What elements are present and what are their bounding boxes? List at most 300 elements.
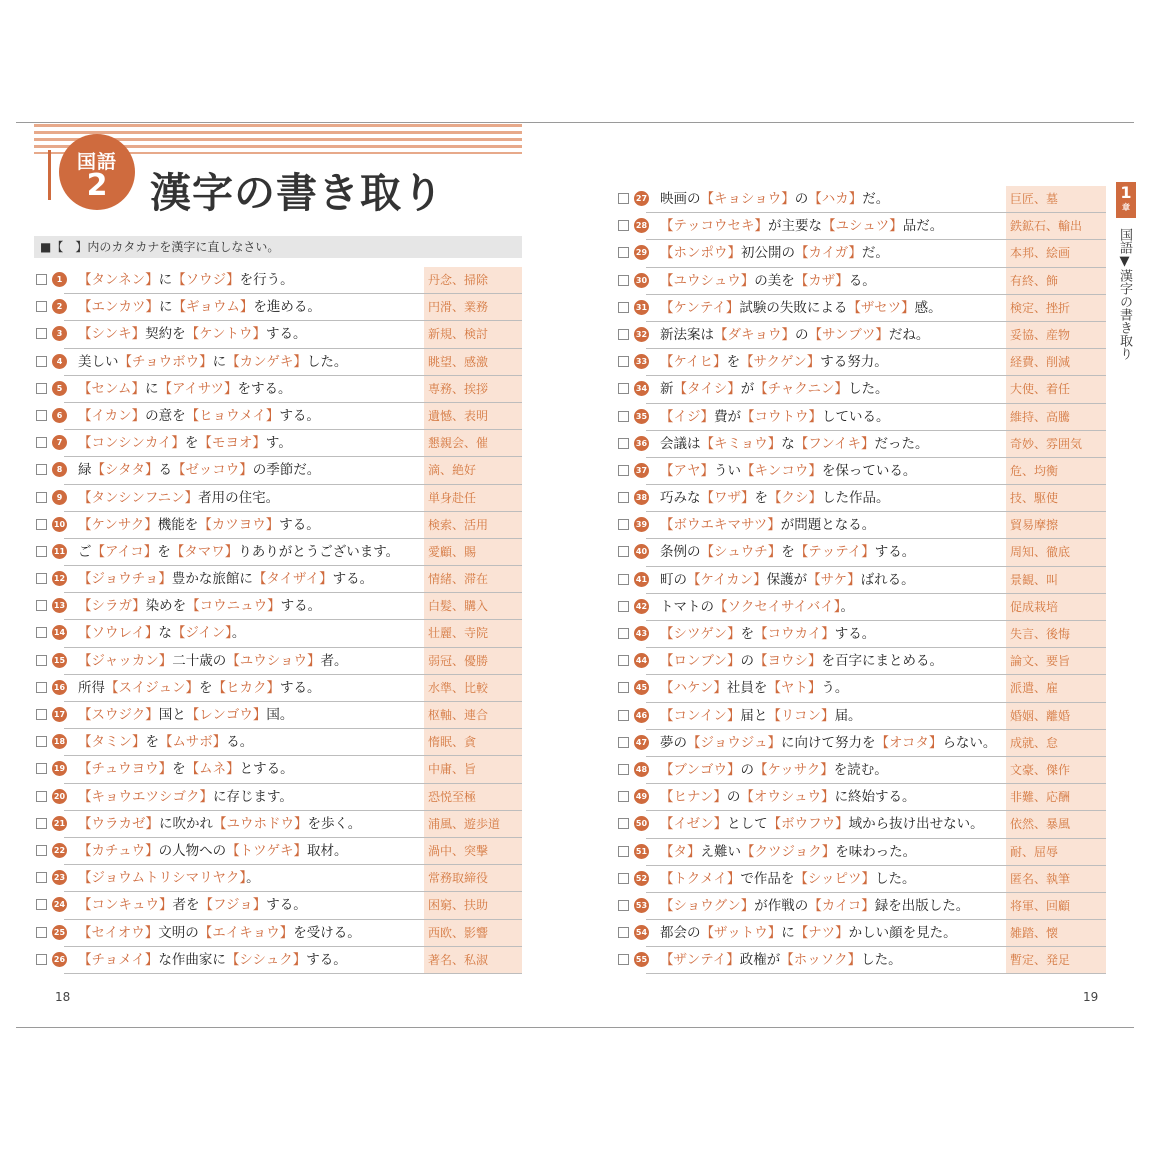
- question-row: [618, 811, 1106, 838]
- question-text: [660, 567, 915, 593]
- answer-text: 周知、徹底: [1006, 539, 1106, 566]
- answer-text: 依然、暴風: [1006, 811, 1106, 838]
- question-text: [660, 458, 916, 484]
- question-text-part: を: [781, 544, 795, 561]
- katakana-term: 【ロンブン】: [660, 653, 741, 670]
- katakana-term: 【イゼン】: [660, 816, 728, 833]
- question-text-part: 政権が: [739, 952, 781, 969]
- question-text-part: らない。: [942, 734, 997, 751]
- question-number: 31: [634, 300, 649, 315]
- question-text-part: として: [727, 816, 768, 833]
- question-row: [36, 947, 522, 974]
- katakana-term: 【キンコウ】: [741, 462, 822, 479]
- question-text-part: に向けて努力を: [780, 734, 876, 751]
- katakana-term: 【コンキュウ】: [78, 897, 173, 914]
- question-text: [660, 376, 889, 402]
- katakana-term: 【ブンゴウ】: [660, 761, 741, 778]
- katakana-term: 【サケ】: [807, 571, 861, 588]
- question-text: [660, 268, 876, 294]
- answer-checkbox[interactable]: [36, 791, 47, 802]
- answer-text: 情緒、滞在: [424, 566, 522, 593]
- question-text-part: の美を: [754, 272, 795, 289]
- answer-text: 検定、挫折: [1006, 295, 1106, 322]
- question-text-part: を: [726, 354, 741, 371]
- question-text: [78, 865, 260, 891]
- question-row: [618, 947, 1106, 974]
- question-row: [618, 866, 1106, 893]
- instruction-bar: ■【 】内のカタカナを漢字に直しなさい。: [34, 236, 522, 258]
- question-text-part: する努力。: [820, 354, 888, 371]
- answer-checkbox[interactable]: [618, 383, 629, 394]
- question-text-part: 会議は: [660, 435, 701, 452]
- answer-checkbox[interactable]: [618, 356, 629, 367]
- question-number: 39: [634, 517, 649, 532]
- answer-text: 渦中、突撃: [424, 838, 522, 865]
- question-row: [618, 567, 1106, 594]
- katakana-term: 【ヒナン】: [660, 789, 727, 806]
- katakana-term: 【チュウヨウ】: [78, 761, 173, 778]
- question-text-part: を進める。: [253, 299, 321, 316]
- katakana-term: 【ケントウ】: [185, 326, 266, 343]
- answer-checkbox[interactable]: [36, 274, 47, 285]
- question-text-part: を: [172, 761, 186, 778]
- question-row: [36, 593, 522, 620]
- answer-checkbox[interactable]: [618, 846, 629, 857]
- question-text-part: す。: [265, 435, 292, 452]
- question-row: [36, 566, 522, 593]
- answer-checkbox[interactable]: [36, 899, 47, 910]
- section-badge: [59, 134, 135, 210]
- answer-checkbox[interactable]: [618, 900, 629, 911]
- katakana-term: 【タンシンフニン】: [78, 489, 199, 506]
- question-number: 21: [52, 816, 67, 831]
- answer-checkbox[interactable]: [36, 600, 47, 611]
- katakana-term: 【サンブツ】: [808, 326, 889, 343]
- question-text-part: に: [781, 925, 795, 942]
- katakana-term: 【ユウホドウ】: [213, 815, 308, 832]
- katakana-term: 【トツゲキ】: [226, 842, 307, 859]
- answer-checkbox[interactable]: [36, 328, 47, 339]
- question-text-part: の: [794, 191, 809, 207]
- katakana-term: 【キミョウ】: [700, 435, 782, 452]
- katakana-term: 【オコタ】: [875, 734, 943, 751]
- katakana-term: 【ホッソク】: [780, 952, 862, 969]
- answer-checkbox[interactable]: [618, 302, 629, 313]
- question-row: [618, 703, 1106, 730]
- answer-checkbox[interactable]: [618, 791, 629, 802]
- answer-checkbox[interactable]: [36, 492, 47, 503]
- katakana-term: 【ヒカク】: [212, 679, 280, 696]
- katakana-term: 【タイザイ】: [252, 571, 333, 588]
- question-text: [78, 648, 347, 674]
- answer-checkbox[interactable]: [618, 220, 629, 231]
- question-text-part: 美しい: [78, 353, 119, 370]
- answer-text: 貿易摩擦: [1006, 512, 1106, 539]
- question-row: [618, 431, 1106, 458]
- katakana-term: 【ケンテイ】: [660, 299, 740, 316]
- question-text: [660, 240, 889, 266]
- question-row: [618, 512, 1106, 539]
- katakana-term: 【アイサツ】: [158, 380, 238, 397]
- question-text-part: だ。: [861, 245, 889, 262]
- katakana-term: 【オウシュウ】: [740, 789, 835, 806]
- answer-text: 成就、怠: [1006, 730, 1106, 757]
- answer-text: 婚姻、離婚: [1006, 703, 1106, 730]
- question-text: [660, 295, 942, 321]
- katakana-term: 【タマワ】: [170, 543, 239, 560]
- answer-checkbox[interactable]: [618, 927, 629, 938]
- question-row: [36, 784, 522, 811]
- question-text: [78, 376, 291, 402]
- answer-checkbox[interactable]: [618, 247, 629, 258]
- answer-text: 将軍、回顧: [1006, 893, 1106, 920]
- katakana-term: 【ユシュツ】: [822, 218, 903, 235]
- page-title: 漢字の書き取り: [150, 169, 444, 217]
- question-text-part: に終始する。: [834, 789, 916, 806]
- answer-text: 技、駆使: [1006, 485, 1106, 512]
- question-row: [36, 811, 522, 838]
- answer-checkbox[interactable]: [36, 573, 47, 584]
- question-text-part: ばれる。: [860, 571, 915, 588]
- question-text-part: 映画の: [660, 191, 701, 207]
- question-text-part: の人物への: [158, 842, 227, 859]
- katakana-term: 【リコン】: [767, 707, 835, 724]
- question-row: [618, 485, 1106, 512]
- answer-text: 経費、削減: [1006, 349, 1106, 376]
- question-text: [660, 920, 957, 946]
- question-number: 28: [634, 218, 649, 233]
- question-number: 41: [634, 572, 649, 587]
- katakana-term: 【イジ】: [660, 408, 714, 425]
- question-text-part: を: [740, 626, 755, 642]
- question-text-part: 新法案は: [660, 326, 714, 343]
- question-number: 13: [52, 598, 67, 613]
- answer-text: 眺望、感激: [424, 349, 522, 376]
- answer-checkbox[interactable]: [618, 628, 629, 639]
- katakana-term: 【チャクニン】: [754, 381, 849, 398]
- question-text: [660, 893, 969, 919]
- question-text-part: 緑: [78, 462, 92, 479]
- answer-checkbox[interactable]: [36, 627, 47, 638]
- katakana-term: 【カンゲキ】: [226, 353, 307, 370]
- question-text-part: だった。: [874, 435, 929, 452]
- answer-checkbox[interactable]: [618, 710, 629, 721]
- answer-text: 丹念、掃除: [424, 267, 522, 294]
- question-text-part: ご: [78, 543, 92, 560]
- question-text-part: する。: [279, 407, 320, 424]
- question-number: 37: [634, 463, 649, 478]
- question-number: 38: [634, 490, 649, 505]
- question-number: 48: [634, 762, 649, 777]
- question-text: [78, 947, 347, 973]
- katakana-term: 【ケンサク】: [78, 516, 158, 533]
- katakana-term: 【セイオウ】: [78, 924, 159, 941]
- question-text-part: をする。: [237, 380, 292, 397]
- katakana-term: 【ソウレイ】: [78, 625, 159, 642]
- question-text: [660, 839, 916, 865]
- answer-checkbox[interactable]: [36, 546, 47, 557]
- question-row: [36, 321, 522, 348]
- question-text-part: 届。: [834, 707, 862, 724]
- katakana-term: 【エイキョウ】: [198, 924, 294, 941]
- question-number: 45: [634, 680, 649, 695]
- answer-checkbox[interactable]: [36, 356, 47, 367]
- question-row: [36, 485, 522, 512]
- katakana-term: 【ユウショウ】: [226, 652, 321, 669]
- answer-checkbox[interactable]: [36, 655, 47, 666]
- question-text-part: 社員を: [726, 680, 768, 697]
- answer-text: 浦風、遊歩道: [424, 811, 522, 838]
- question-text-part: を: [145, 734, 159, 751]
- answer-text: 白髪、購入: [424, 593, 522, 620]
- katakana-term: 【キョショウ】: [700, 191, 795, 207]
- question-row: [618, 730, 1106, 757]
- question-text-part: する。: [280, 598, 322, 615]
- katakana-term: 【レンゴウ】: [185, 707, 267, 723]
- katakana-term: 【クツジョク】: [741, 843, 836, 860]
- answer-checkbox[interactable]: [36, 872, 47, 883]
- question-text: [78, 485, 279, 511]
- katakana-term: 【アイコ】: [91, 543, 158, 560]
- katakana-term: 【ジョウチョ】: [78, 571, 172, 588]
- question-text-part: る。: [848, 272, 876, 289]
- katakana-term: 【ギョウム】: [172, 299, 254, 316]
- question-text: [660, 431, 929, 457]
- answer-checkbox[interactable]: [618, 601, 629, 612]
- question-text: [660, 757, 888, 783]
- question-text: [660, 404, 890, 430]
- answer-checkbox[interactable]: [36, 763, 47, 774]
- question-row: [36, 892, 522, 919]
- katakana-term: 【タイシ】: [673, 381, 741, 398]
- answer-checkbox[interactable]: [618, 546, 629, 557]
- answer-checkbox[interactable]: [36, 410, 47, 421]
- answer-checkbox[interactable]: [618, 873, 629, 884]
- question-row: [618, 240, 1106, 267]
- question-text-part: を受ける。: [293, 924, 361, 941]
- answer-checkbox[interactable]: [36, 464, 47, 475]
- question-number: 24: [52, 897, 67, 912]
- question-text: [78, 294, 321, 320]
- answer-checkbox[interactable]: [36, 383, 47, 394]
- answer-checkbox[interactable]: [618, 411, 629, 422]
- answer-text: 大使、着任: [1006, 376, 1106, 403]
- question-row: [618, 839, 1106, 866]
- chapter-unit: 章: [1122, 203, 1130, 212]
- question-text-part: を味わった。: [835, 843, 917, 860]
- question-row: [618, 621, 1106, 648]
- answer-checkbox[interactable]: [36, 818, 47, 829]
- question-text: [78, 403, 320, 429]
- question-number: 14: [52, 625, 67, 640]
- answer-text: 妥協、産物: [1006, 322, 1106, 349]
- question-row: [36, 294, 522, 321]
- question-text: [660, 811, 984, 837]
- question-text-part: トマトの: [660, 598, 714, 615]
- question-text-part: の: [740, 653, 754, 670]
- katakana-term: 【コンイン】: [660, 707, 741, 724]
- question-row: [618, 784, 1106, 811]
- question-number: 15: [52, 653, 67, 668]
- question-text-part: の季節だ。: [252, 462, 321, 479]
- answer-checkbox[interactable]: [618, 954, 629, 965]
- katakana-term: 【ヒョウメイ】: [185, 407, 280, 424]
- answer-checkbox[interactable]: [618, 764, 629, 775]
- answer-checkbox[interactable]: [618, 465, 629, 476]
- answer-checkbox[interactable]: [36, 709, 47, 720]
- question-text-part: 者。: [320, 652, 348, 669]
- katakana-term: 【キョウエツシゴク】: [78, 788, 213, 805]
- question-text-part: うい: [714, 462, 741, 479]
- answer-text: 常務取締役: [424, 865, 522, 892]
- answer-text: 弱冠、優勝: [424, 648, 522, 675]
- katakana-term: 【トクメイ】: [660, 870, 741, 887]
- answer-checkbox[interactable]: [36, 954, 47, 965]
- question-text-part: だ。: [862, 191, 890, 207]
- question-number: 49: [634, 789, 649, 804]
- katakana-term: 【フジョ】: [199, 897, 267, 914]
- katakana-term: 【ボウフウ】: [767, 816, 849, 833]
- question-text: [660, 485, 890, 511]
- answer-text: 有終、飾: [1006, 268, 1106, 295]
- question-number: 22: [52, 843, 67, 858]
- right-question-list: [618, 186, 1106, 974]
- row-divider: [64, 973, 522, 974]
- question-text: [78, 756, 294, 782]
- question-number: 30: [634, 273, 649, 288]
- katakana-term: 【ケイヒ】: [660, 354, 727, 371]
- question-text-part: を: [184, 435, 199, 452]
- question-text-part: 。: [840, 598, 854, 615]
- answer-text: 景観、叫: [1006, 567, 1106, 594]
- question-text: [660, 947, 902, 973]
- katakana-term: 【コンシンカイ】: [78, 435, 185, 452]
- question-row: [618, 295, 1106, 322]
- answer-checkbox[interactable]: [36, 736, 47, 747]
- question-text-part: に吹かれ: [159, 815, 213, 832]
- katakana-term: 【クシ】: [768, 490, 822, 507]
- question-text-part: を読む。: [833, 761, 888, 778]
- question-text: [660, 703, 862, 729]
- answer-checkbox[interactable]: [618, 574, 629, 585]
- question-number: 32: [634, 327, 649, 342]
- answer-checkbox[interactable]: [36, 437, 47, 448]
- question-text-part: に: [144, 380, 159, 397]
- question-number: 5: [52, 381, 67, 396]
- question-text: [78, 349, 347, 375]
- question-text: [660, 512, 875, 538]
- question-number: 34: [634, 381, 649, 396]
- question-row: [36, 729, 522, 756]
- answer-text: 遺憾、表明: [424, 403, 522, 430]
- katakana-term: 【シュウチ】: [700, 544, 782, 561]
- katakana-term: 【ショウグン】: [660, 897, 755, 914]
- question-row: [618, 349, 1106, 376]
- answer-checkbox[interactable]: [36, 301, 47, 312]
- question-text-part: 品だ。: [902, 218, 944, 235]
- question-text-part: 条例の: [660, 544, 701, 561]
- question-number: 36: [634, 436, 649, 451]
- answer-text: 奇妙、雰囲気: [1006, 431, 1106, 458]
- answer-checkbox[interactable]: [618, 275, 629, 286]
- katakana-term: 【モヨオ】: [198, 435, 266, 452]
- question-text-part: 文明の: [158, 924, 199, 941]
- answer-text: 滴、絶好: [424, 457, 522, 484]
- katakana-term: 【ジャッカン】: [78, 652, 173, 669]
- question-row: [618, 594, 1106, 621]
- question-text-part: かしい顔を見た。: [848, 925, 957, 942]
- question-text-part: した。: [848, 381, 889, 398]
- question-text-part: だね。: [888, 326, 930, 343]
- answer-text: 危、均衡: [1006, 458, 1106, 485]
- question-number: 1: [52, 272, 67, 287]
- question-number: 19: [52, 761, 67, 776]
- question-text-part: 者用の住宅。: [198, 489, 280, 506]
- answer-text: 巨匠、墓: [1006, 186, 1106, 213]
- question-text: [78, 267, 294, 293]
- katakana-term: 【ケイカン】: [687, 571, 767, 588]
- answer-checkbox[interactable]: [36, 682, 47, 693]
- question-text: [78, 321, 307, 347]
- answer-checkbox[interactable]: [618, 737, 629, 748]
- question-number: 12: [52, 571, 67, 586]
- question-text: [660, 784, 916, 810]
- question-row: [618, 404, 1106, 431]
- page-number-right: 19: [1083, 990, 1099, 1004]
- answer-text: 失言、後悔: [1006, 621, 1106, 648]
- answer-checkbox[interactable]: [618, 818, 629, 829]
- question-text-part: する。: [834, 626, 876, 642]
- question-text: [78, 892, 307, 918]
- question-number: 55: [634, 952, 649, 967]
- question-row: [618, 539, 1106, 566]
- question-row: [36, 865, 522, 892]
- question-number: 52: [634, 871, 649, 886]
- katakana-term: 【コウトウ】: [741, 408, 822, 425]
- question-number: 33: [634, 354, 649, 369]
- question-text-part: 取材。: [306, 842, 348, 859]
- answer-checkbox[interactable]: [36, 845, 47, 856]
- answer-checkbox[interactable]: [618, 655, 629, 666]
- answer-checkbox[interactable]: [618, 519, 629, 530]
- question-text: [660, 648, 943, 674]
- answer-checkbox[interactable]: [618, 329, 629, 340]
- answer-checkbox[interactable]: [618, 682, 629, 693]
- question-text: [78, 512, 320, 538]
- question-text-part: が: [740, 381, 755, 398]
- answer-checkbox[interactable]: [36, 927, 47, 938]
- answer-checkbox[interactable]: [618, 438, 629, 449]
- katakana-term: 【テッテイ】: [794, 544, 875, 561]
- question-text-part: に: [212, 353, 227, 370]
- question-text-part: を保っている。: [821, 462, 917, 479]
- answer-checkbox[interactable]: [36, 519, 47, 530]
- question-number: 51: [634, 844, 649, 859]
- question-text-part: を行う。: [239, 272, 294, 288]
- question-text-part: な: [781, 435, 795, 452]
- answer-text: 匿名、執筆: [1006, 866, 1106, 893]
- question-text-part: 者を: [172, 897, 200, 914]
- question-number: 40: [634, 544, 649, 559]
- answer-checkbox[interactable]: [618, 492, 629, 503]
- question-text: [660, 186, 889, 212]
- question-number: 43: [634, 626, 649, 641]
- answer-checkbox[interactable]: [618, 193, 629, 204]
- question-number: 44: [634, 653, 649, 668]
- question-text-part: 録を出版した。: [874, 897, 970, 914]
- answer-text: 枢軸、連合: [424, 702, 522, 729]
- katakana-term: 【ウラカゼ】: [78, 815, 159, 832]
